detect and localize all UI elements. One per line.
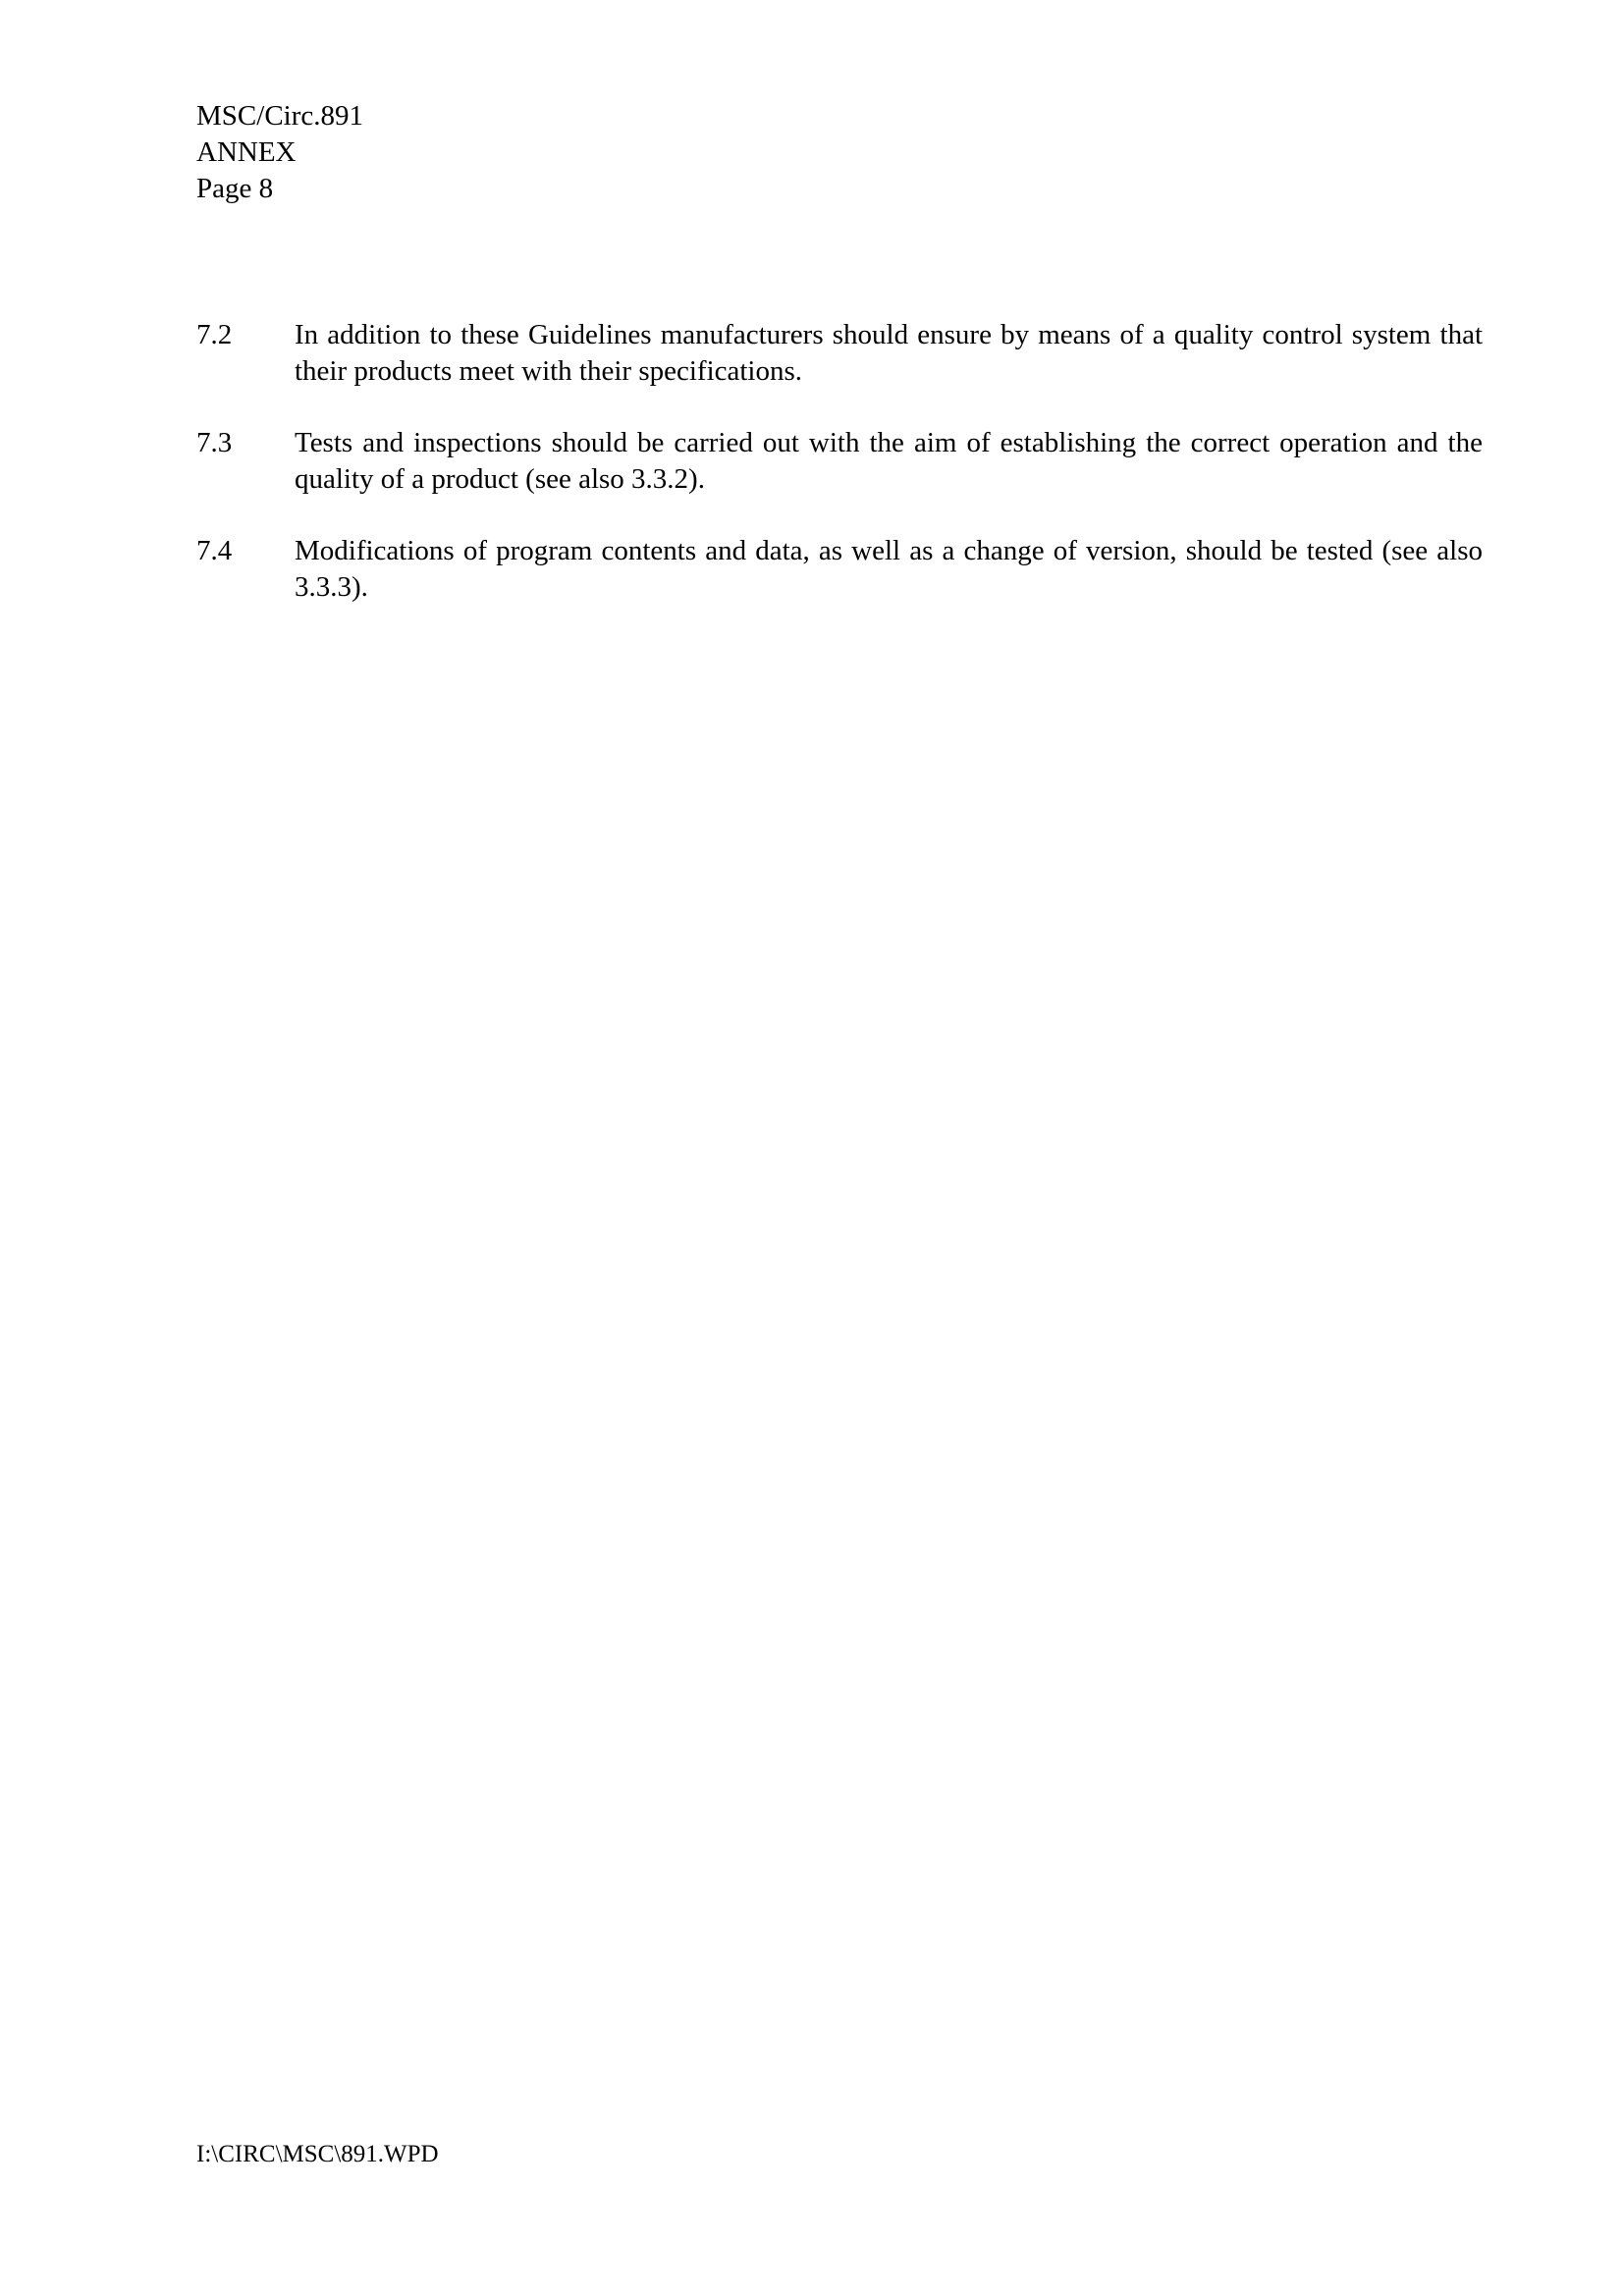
- paragraph-7-4: [196, 533, 1483, 606]
- paragraph-text: In addition to these Guidelines manufacturers should ensure by means of a quality control system that their products meet with their specifications.: [295, 319, 1483, 387]
- paragraph-text: Modifications of program contents and data, as well as a change of version, should be tested (see also 3.3.3).: [295, 535, 1483, 603]
- paragraph-text: Tests and inspections should be carried out with the aim of establishing the correct operation and the quality of a product (see also 3.3.2).: [295, 427, 1483, 495]
- page-number: Page 8: [196, 173, 274, 204]
- annex-label: ANNEX: [196, 136, 297, 168]
- paragraph-number: 7.3: [196, 427, 233, 458]
- paragraph-number: 7.4: [196, 535, 233, 566]
- paragraph-number: 7.2: [196, 319, 233, 350]
- file-path-footer: I:\CIRC\MSC\891.WPD: [196, 2141, 439, 2167]
- page-header: [196, 98, 363, 207]
- paragraph-7-2: [196, 317, 1483, 390]
- document-reference: MSC/Circ.891: [196, 100, 363, 132]
- paragraph-7-3: [196, 425, 1483, 498]
